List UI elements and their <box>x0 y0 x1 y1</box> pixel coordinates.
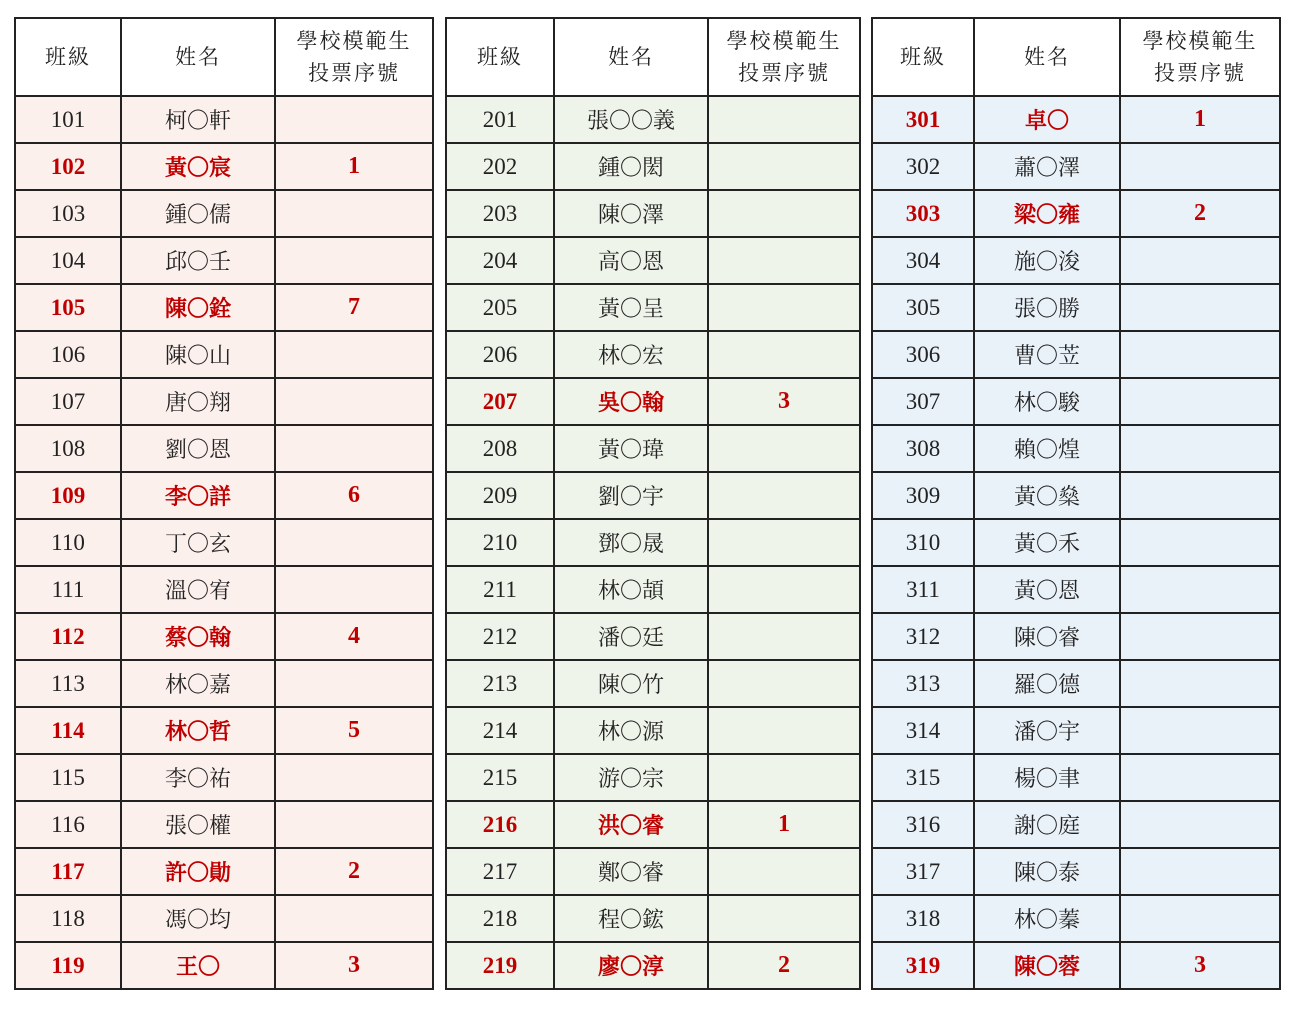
class-cell: 219 <box>446 942 554 989</box>
table-row <box>872 613 1280 660</box>
name-cell: 馮〇均 <box>121 895 275 942</box>
vote-number-cell <box>1120 801 1280 848</box>
header-vote-line2: 投票序號 <box>308 61 400 85</box>
name-cell: 黃〇宸 <box>121 143 275 190</box>
name-cell: 陳〇澤 <box>554 190 708 237</box>
vote-number-cell <box>708 96 860 143</box>
name-cell: 施〇浚 <box>974 237 1120 284</box>
table-row <box>15 190 433 237</box>
vote-number-cell <box>1120 331 1280 378</box>
class-cell: 302 <box>872 143 974 190</box>
class-cell: 218 <box>446 895 554 942</box>
name-cell: 謝〇庭 <box>974 801 1120 848</box>
name-cell: 蕭〇澤 <box>974 143 1120 190</box>
table-row <box>15 425 433 472</box>
grade-2-table <box>445 17 861 990</box>
class-cell: 101 <box>15 96 121 143</box>
vote-number-cell <box>275 895 433 942</box>
class-cell: 204 <box>446 237 554 284</box>
vote-number-cell <box>1120 660 1280 707</box>
class-cell: 114 <box>15 707 121 754</box>
class-cell: 312 <box>872 613 974 660</box>
table-row <box>446 754 860 801</box>
table-row <box>15 613 433 660</box>
header-name: 姓名 <box>974 18 1120 96</box>
table-row <box>872 942 1280 989</box>
name-cell: 陳〇山 <box>121 331 275 378</box>
name-cell: 曹〇苙 <box>974 331 1120 378</box>
class-cell: 305 <box>872 284 974 331</box>
vote-number-cell <box>708 143 860 190</box>
class-cell: 117 <box>15 848 121 895</box>
class-cell: 210 <box>446 519 554 566</box>
vote-number-cell <box>1120 895 1280 942</box>
table-row <box>446 895 860 942</box>
vote-number-cell: 2 <box>275 848 433 895</box>
name-cell: 張〇〇義 <box>554 96 708 143</box>
name-cell: 劉〇恩 <box>121 425 275 472</box>
name-cell: 潘〇廷 <box>554 613 708 660</box>
table-row <box>15 848 433 895</box>
vote-number-cell <box>1120 237 1280 284</box>
name-cell: 吳〇翰 <box>554 378 708 425</box>
class-cell: 111 <box>15 566 121 613</box>
vote-number-cell <box>1120 378 1280 425</box>
vote-number-cell <box>275 190 433 237</box>
table-row <box>446 190 860 237</box>
name-cell: 林〇宏 <box>554 331 708 378</box>
vote-number-cell <box>275 425 433 472</box>
vote-number-cell: 4 <box>275 613 433 660</box>
table-row <box>872 284 1280 331</box>
grade-3-table <box>871 17 1281 990</box>
class-cell: 209 <box>446 472 554 519</box>
class-cell: 110 <box>15 519 121 566</box>
table-row <box>15 378 433 425</box>
class-cell: 116 <box>15 801 121 848</box>
table-row <box>15 143 433 190</box>
table-row <box>15 472 433 519</box>
class-cell: 213 <box>446 660 554 707</box>
name-cell: 丁〇玄 <box>121 519 275 566</box>
class-cell: 317 <box>872 848 974 895</box>
class-cell: 119 <box>15 942 121 989</box>
class-cell: 309 <box>872 472 974 519</box>
table-row <box>872 754 1280 801</box>
name-cell: 劉〇宇 <box>554 472 708 519</box>
class-cell: 109 <box>15 472 121 519</box>
class-cell: 102 <box>15 143 121 190</box>
table-row <box>15 331 433 378</box>
name-cell: 黃〇瑋 <box>554 425 708 472</box>
vote-number-cell <box>275 519 433 566</box>
header-vote-number <box>1120 18 1280 96</box>
table-row <box>446 425 860 472</box>
vote-number-cell: 1 <box>708 801 860 848</box>
name-cell: 陳〇蓉 <box>974 942 1120 989</box>
name-cell: 林〇哲 <box>121 707 275 754</box>
table-row <box>872 425 1280 472</box>
table-row <box>15 519 433 566</box>
name-cell: 李〇祐 <box>121 754 275 801</box>
vote-number-cell <box>708 284 860 331</box>
class-cell: 205 <box>446 284 554 331</box>
vote-number-cell <box>1120 848 1280 895</box>
class-cell: 112 <box>15 613 121 660</box>
name-cell: 賴〇煌 <box>974 425 1120 472</box>
class-cell: 203 <box>446 190 554 237</box>
name-cell: 黃〇禾 <box>974 519 1120 566</box>
class-cell: 310 <box>872 519 974 566</box>
class-cell: 208 <box>446 425 554 472</box>
class-cell: 306 <box>872 331 974 378</box>
class-cell: 301 <box>872 96 974 143</box>
name-cell: 李〇詳 <box>121 472 275 519</box>
class-cell: 315 <box>872 754 974 801</box>
table-row <box>446 707 860 754</box>
name-cell: 柯〇軒 <box>121 96 275 143</box>
name-cell: 陳〇竹 <box>554 660 708 707</box>
header-vote-number <box>275 18 433 96</box>
vote-number-cell: 6 <box>275 472 433 519</box>
vote-number-cell <box>275 660 433 707</box>
table-row <box>446 237 860 284</box>
table-row <box>446 942 860 989</box>
table-row <box>872 472 1280 519</box>
class-cell: 313 <box>872 660 974 707</box>
header-vote-line2: 投票序號 <box>738 61 830 85</box>
class-cell: 316 <box>872 801 974 848</box>
class-cell: 303 <box>872 190 974 237</box>
name-cell: 卓〇 <box>974 96 1120 143</box>
table-row <box>15 96 433 143</box>
class-cell: 212 <box>446 613 554 660</box>
class-cell: 113 <box>15 660 121 707</box>
table-row <box>15 707 433 754</box>
vote-number-cell <box>1120 613 1280 660</box>
vote-number-cell <box>708 754 860 801</box>
class-cell: 202 <box>446 143 554 190</box>
name-cell: 黃〇恩 <box>974 566 1120 613</box>
vote-number-cell <box>1120 472 1280 519</box>
table-row <box>15 754 433 801</box>
vote-number-cell <box>708 519 860 566</box>
header-vote-line2: 投票序號 <box>1154 61 1246 85</box>
vote-number-cell <box>275 801 433 848</box>
vote-number-cell <box>708 613 860 660</box>
name-cell: 陳〇泰 <box>974 848 1120 895</box>
name-cell: 羅〇德 <box>974 660 1120 707</box>
name-cell: 唐〇翔 <box>121 378 275 425</box>
vote-number-cell <box>275 96 433 143</box>
table-row <box>15 660 433 707</box>
name-cell: 鍾〇儒 <box>121 190 275 237</box>
table-header-row <box>15 18 433 96</box>
class-cell: 107 <box>15 378 121 425</box>
table-row <box>872 331 1280 378</box>
table-row <box>872 707 1280 754</box>
vote-number-cell: 3 <box>1120 942 1280 989</box>
class-cell: 304 <box>872 237 974 284</box>
table-row <box>446 848 860 895</box>
class-cell: 206 <box>446 331 554 378</box>
table-row <box>15 801 433 848</box>
table-row <box>446 96 860 143</box>
table-row <box>872 143 1280 190</box>
table-row <box>872 566 1280 613</box>
vote-number-cell <box>708 707 860 754</box>
header-vote-number <box>708 18 860 96</box>
class-cell: 319 <box>872 942 974 989</box>
header-vote-line1: 學校模範生 <box>296 29 412 53</box>
vote-number-cell: 3 <box>275 942 433 989</box>
name-cell: 邱〇壬 <box>121 237 275 284</box>
header-class: 班級 <box>15 18 121 96</box>
class-cell: 106 <box>15 331 121 378</box>
name-cell: 陳〇銓 <box>121 284 275 331</box>
vote-number-cell <box>708 425 860 472</box>
table-row <box>446 378 860 425</box>
name-cell: 潘〇宇 <box>974 707 1120 754</box>
name-cell: 林〇蓁 <box>974 895 1120 942</box>
name-cell: 王〇 <box>121 942 275 989</box>
name-cell: 洪〇睿 <box>554 801 708 848</box>
vote-number-cell: 1 <box>275 143 433 190</box>
table-row <box>446 613 860 660</box>
table-row <box>872 237 1280 284</box>
class-cell: 108 <box>15 425 121 472</box>
table-body <box>872 96 1280 989</box>
class-cell: 104 <box>15 237 121 284</box>
class-cell: 311 <box>872 566 974 613</box>
vote-number-cell: 3 <box>708 378 860 425</box>
table-row <box>15 895 433 942</box>
vote-number-cell <box>275 237 433 284</box>
table-row <box>446 143 860 190</box>
name-cell: 游〇宗 <box>554 754 708 801</box>
table-header-row <box>446 18 860 96</box>
table-row <box>446 519 860 566</box>
vote-number-cell <box>708 237 860 284</box>
header-vote-line1: 學校模範生 <box>726 29 842 53</box>
name-cell: 陳〇睿 <box>974 613 1120 660</box>
name-cell: 林〇源 <box>554 707 708 754</box>
class-cell: 115 <box>15 754 121 801</box>
header-class: 班級 <box>872 18 974 96</box>
table-row <box>446 660 860 707</box>
vote-number-cell <box>1120 519 1280 566</box>
header-class: 班級 <box>446 18 554 96</box>
class-cell: 216 <box>446 801 554 848</box>
class-cell: 118 <box>15 895 121 942</box>
vote-number-cell <box>708 472 860 519</box>
class-cell: 215 <box>446 754 554 801</box>
vote-number-cell <box>1120 754 1280 801</box>
name-cell: 楊〇聿 <box>974 754 1120 801</box>
name-cell: 黃〇燊 <box>974 472 1120 519</box>
name-cell: 鍾〇閎 <box>554 143 708 190</box>
vote-number-cell <box>275 331 433 378</box>
table-row <box>872 895 1280 942</box>
vote-number-cell <box>1120 425 1280 472</box>
table-row <box>15 237 433 284</box>
header-vote-line1: 學校模範生 <box>1142 29 1258 53</box>
vote-number-cell <box>275 754 433 801</box>
class-cell: 217 <box>446 848 554 895</box>
name-cell: 梁〇雍 <box>974 190 1120 237</box>
vote-number-cell <box>708 895 860 942</box>
table-row <box>872 848 1280 895</box>
name-cell: 許〇勛 <box>121 848 275 895</box>
class-cell: 211 <box>446 566 554 613</box>
vote-number-cell <box>708 190 860 237</box>
class-cell: 307 <box>872 378 974 425</box>
name-cell: 蔡〇翰 <box>121 613 275 660</box>
class-cell: 201 <box>446 96 554 143</box>
vote-number-cell <box>1120 284 1280 331</box>
name-cell: 林〇頡 <box>554 566 708 613</box>
table-body <box>446 96 860 989</box>
table-row <box>872 519 1280 566</box>
class-cell: 207 <box>446 378 554 425</box>
table-row <box>446 284 860 331</box>
vote-number-cell <box>708 660 860 707</box>
class-cell: 318 <box>872 895 974 942</box>
class-cell: 103 <box>15 190 121 237</box>
vote-number-cell <box>1120 707 1280 754</box>
vote-number-cell: 5 <box>275 707 433 754</box>
table-row <box>872 378 1280 425</box>
table-row <box>872 190 1280 237</box>
name-cell: 張〇勝 <box>974 284 1120 331</box>
table-row <box>446 566 860 613</box>
class-cell: 308 <box>872 425 974 472</box>
name-cell: 林〇駿 <box>974 378 1120 425</box>
vote-number-cell <box>1120 566 1280 613</box>
vote-number-cell: 1 <box>1120 96 1280 143</box>
name-cell: 廖〇淳 <box>554 942 708 989</box>
vote-number-cell <box>708 848 860 895</box>
table-row <box>446 801 860 848</box>
table-row <box>872 660 1280 707</box>
grade-1-table <box>14 17 434 990</box>
table-body <box>15 96 433 989</box>
class-cell: 105 <box>15 284 121 331</box>
table-row <box>446 331 860 378</box>
name-cell: 高〇恩 <box>554 237 708 284</box>
name-cell: 黃〇呈 <box>554 284 708 331</box>
table-row <box>15 566 433 613</box>
vote-number-cell: 7 <box>275 284 433 331</box>
vote-number-cell <box>275 566 433 613</box>
table-row <box>446 472 860 519</box>
name-cell: 林〇嘉 <box>121 660 275 707</box>
vote-number-cell: 2 <box>708 942 860 989</box>
table-header-row <box>872 18 1280 96</box>
class-cell: 314 <box>872 707 974 754</box>
table-row <box>872 96 1280 143</box>
vote-number-cell <box>708 331 860 378</box>
table-row <box>872 801 1280 848</box>
name-cell: 鄭〇睿 <box>554 848 708 895</box>
vote-number-cell <box>275 378 433 425</box>
name-cell: 溫〇宥 <box>121 566 275 613</box>
name-cell: 張〇權 <box>121 801 275 848</box>
vote-number-cell <box>1120 143 1280 190</box>
header-name: 姓名 <box>554 18 708 96</box>
header-name: 姓名 <box>121 18 275 96</box>
table-row <box>15 942 433 989</box>
name-cell: 鄧〇晟 <box>554 519 708 566</box>
name-cell: 程〇鋐 <box>554 895 708 942</box>
vote-number-cell: 2 <box>1120 190 1280 237</box>
table-row <box>15 284 433 331</box>
class-cell: 214 <box>446 707 554 754</box>
vote-number-cell <box>708 566 860 613</box>
